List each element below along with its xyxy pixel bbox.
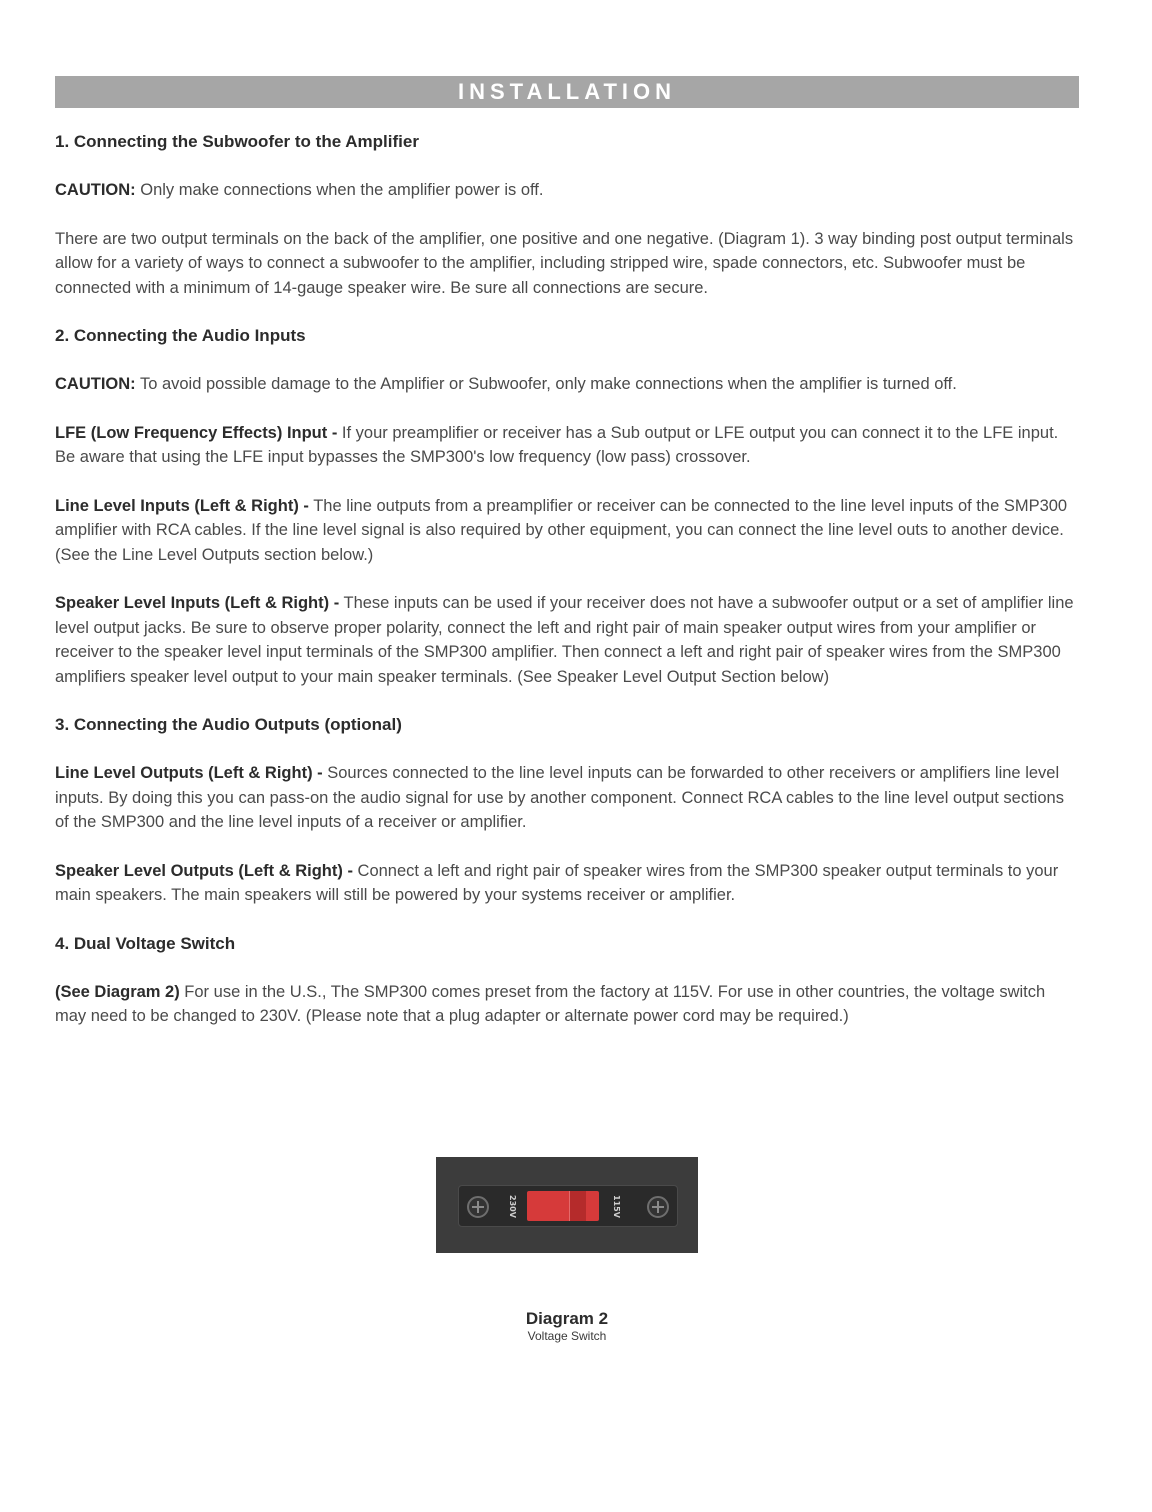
line-level-inputs-paragraph bbox=[55, 494, 1075, 568]
speaker-level-outputs-paragraph bbox=[55, 859, 1075, 908]
line-level-outputs-paragraph bbox=[55, 761, 1075, 835]
diagram-caption-subtitle: Voltage Switch bbox=[527, 1329, 607, 1343]
heading-audio-outputs: 3. Connecting the Audio Outputs (optional) bbox=[55, 715, 402, 734]
see-diagram-label: (See Diagram 2) bbox=[55, 982, 180, 1001]
speaker-level-outputs-text: Connect a left and right pair of speaker wires from the SMP300 speaker output terminals to your main speakers. The main speakers will still be powered by your systems receiver or amplifier. bbox=[55, 861, 1059, 904]
caution-text: Only make connections when the amplifier power is off. bbox=[135, 181, 544, 199]
rocker-paddle bbox=[569, 1191, 586, 1221]
heading-audio-inputs: 2. Connecting the Audio Inputs bbox=[55, 326, 306, 345]
line-level-outputs-label: Line Level Outputs (Left & Right) - bbox=[55, 764, 323, 782]
diagram-caption bbox=[436, 1309, 698, 1343]
speaker-level-inputs-paragraph bbox=[55, 591, 1075, 689]
caution-paragraph bbox=[55, 372, 1075, 397]
screw-icon bbox=[647, 1196, 669, 1218]
lfe-input-paragraph bbox=[55, 421, 1075, 470]
line-level-outputs-text: Sources connected to the line level inputs can be forwarded to other receivers or amplifiers line level inputs. By doing this you can pass-on the audio signal for use by another component. Connect RCA cables to the line level output sections of the SMP300 and the line level inputs of a receiver or amplifier. bbox=[55, 764, 1064, 831]
heading-dual-voltage-switch: 4. Dual Voltage Switch bbox=[55, 933, 236, 953]
caution-label: CAUTION: bbox=[55, 181, 136, 199]
caution-paragraph bbox=[55, 178, 1075, 203]
caution-label: CAUTION: bbox=[55, 375, 136, 393]
speaker-level-inputs-label: Speaker Level Inputs (Left & Right) - bbox=[55, 594, 340, 612]
section-banner: INSTALLATION bbox=[55, 76, 1079, 108]
heading-connecting-subwoofer: 1. Connecting the Subwoofer to the Amplifier bbox=[55, 132, 419, 151]
voltage-switch-text: For use in the U.S., The SMP300 comes preset from the factory at 115V. For use in other countries, the voltage switch may need to be changed to 230V. (Please note that a plug adapter or alternate power cord may be required.) bbox=[55, 982, 1046, 1025]
switch-plate bbox=[458, 1185, 678, 1227]
voltage-rocker-switch bbox=[527, 1191, 599, 1221]
screw-icon bbox=[467, 1196, 489, 1218]
voltage-switch-paragraph bbox=[55, 980, 1075, 1029]
installation-content bbox=[55, 130, 1075, 1053]
lfe-input-label: LFE (Low Frequency Effects) Input - bbox=[55, 423, 338, 442]
lfe-input-text: If your preamplifier or receiver has a Sub output or LFE output you can connect it to the LFE input. Be aware that using the LFE input bypasses the SMP300's low frequency (low pass) crossover. bbox=[55, 423, 1059, 466]
voltage-switch-diagram bbox=[436, 1157, 698, 1253]
output-terminals-paragraph: There are two output terminals on the back of the amplifier, one positive and one negative. (Diagram 1). 3 way binding post output terminals allow for a variety of ways to connect a subwoofer to the amplifier, including stripped wire, spade connectors, etc. Subwoofer must be connected with a minimum of 14-gauge speaker wire. Be sure all connections are secure. bbox=[55, 229, 1074, 297]
diagram-caption-title: Diagram 2 bbox=[525, 1309, 609, 1328]
caution-text: To avoid possible damage to the Amplifier or Subwoofer, only make connections when the amplifier is turned off. bbox=[135, 375, 957, 393]
voltage-label-115: 115V bbox=[612, 1194, 621, 1218]
line-level-inputs-text: The line outputs from a preamplifier or receiver can be connected to the line level inputs of the SMP300 amplifier with RCA cables. If the line level signal is also required by other equipment, you can connect the line level outs to another device. (See the Line Level Outputs section below.) bbox=[55, 496, 1068, 564]
voltage-label-230: 230V bbox=[508, 1194, 517, 1218]
line-level-inputs-label: Line Level Inputs (Left & Right) - bbox=[55, 496, 309, 515]
speaker-level-outputs-label: Speaker Level Outputs (Left & Right) - bbox=[55, 861, 353, 880]
speaker-level-inputs-text: These inputs can be used if your receiver does not have a subwoofer output or a set of amplifier line level output jacks. Be sure to observe proper polarity, connect the left and right pair of main speaker output wires from your amplifier or receiver to the speaker level input terminals of the SMP300 amplifier. Then connect a left and right pair of speaker wires from the SMP300 amplifiers speaker level output to your main speaker terminals. (See Speaker Level Output Section below) bbox=[55, 594, 1074, 686]
